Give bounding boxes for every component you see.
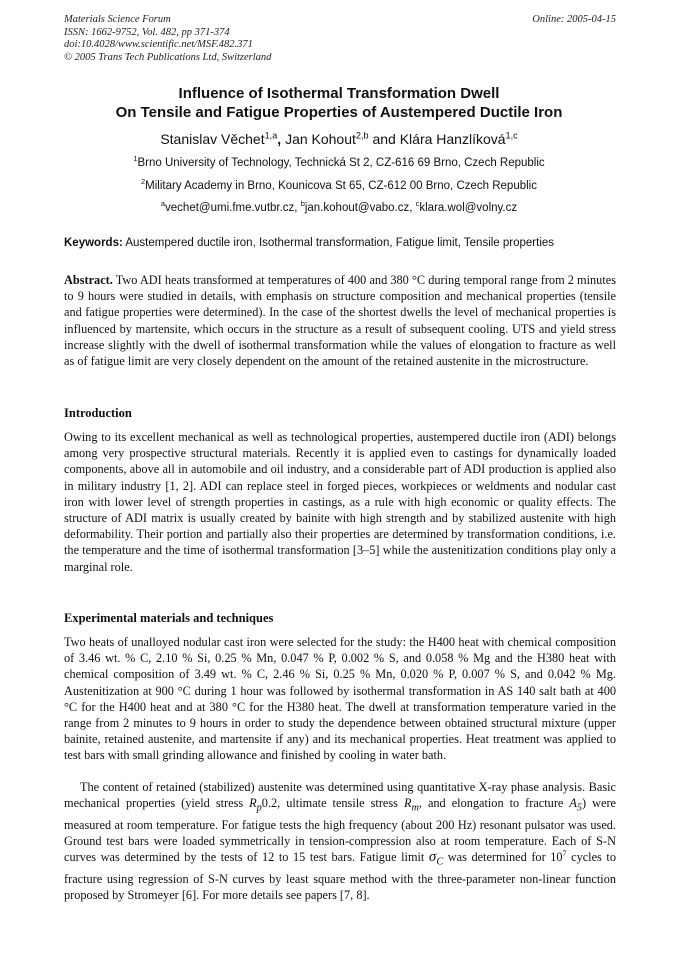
- p2-text-e: was determined for 10: [443, 850, 563, 865]
- p2-symbol-sigma: σ: [428, 849, 437, 866]
- affiliation-1-sup: 1: [133, 154, 138, 164]
- author-3: Klára Hanzlíková: [399, 131, 506, 147]
- journal-copyright: © 2005 Trans Tech Publications Ltd, Switzerland: [64, 51, 272, 63]
- author-list: [0, 130, 678, 148]
- affiliation-2-text: Military Academy in Brno, Kounicova St 65, CZ-612 00 Brno, Czech Republic: [145, 180, 537, 192]
- experimental-paragraph-2: [64, 779, 616, 903]
- author-sep-2: and: [368, 131, 400, 147]
- email-list: [0, 201, 678, 215]
- author-3-sup: 1,c: [505, 130, 518, 141]
- online-date: Online: 2005-04-15: [532, 14, 616, 25]
- experimental-heading: Experimental materials and techniques: [64, 611, 274, 625]
- author-1-sup: 1,a: [264, 130, 278, 141]
- keywords-label: Keywords:: [64, 237, 123, 249]
- p2-text-a: The content of retained (stabilized) austenite was determined using quantitative X-ray phase analysis. Basic mechanical properties (yield stress: [64, 780, 616, 811]
- abstract-label: Abstract.: [64, 273, 113, 287]
- abstract-text: Two ADI heats transformed at temperatures of 400 and 380 °C during temporal range from 2 minutes to 9 hours were studied in details, with emphasis on structure composition and mechanical properties (tensile and fatigue properties were determined). In the case of the shortest dwells the level of mechanical properties is influenced by martensite, which occurs in the structure as a result of subsequent cooling. UTS and yield stress increase slightly with the dwell of isothermal transformation while the values of elongation to fracture as well as of fatigue limit are very closely dependent on the amount of the retained austenite in the microstructure.: [64, 273, 616, 369]
- affiliation-2-sup: 2: [141, 177, 146, 187]
- experimental-paragraph-1: Two heats of unalloyed nodular cast iron were selected for the study: the H400 heat with chemical composition of 3.46 wt. % C, 2.10 % Si, 0.25 % Mn, 0.047 % P, 0.002 % S, and 0.058 % Mg and the H380 heat with chemical composition of 3.49 wt. % C, 2.46 % Si, 0.25 % Mn, 0.020 % P, 0.007 % S, and 0.042 % Mg. Austenitization at 900 °C during 1 hour was followed by isothermal transformation in AS 140 salt bath at 400 °C for the H400 heat and at 380 °C for the H380 heat. The dwell at transformation temperature varied in the range from 2 minutes to 9 hours in order to study the dependence between obtained structural mixture (upper bainite, retained austenite, and martensite if any) and its mechanical properties. Heat treatment was applied to test bars with small grinding allowance and finished by cooling in water bath.: [64, 635, 616, 763]
- email-c-sup: c: [415, 199, 420, 209]
- author-2-sup: 2,b: [355, 130, 369, 141]
- keywords: [64, 236, 616, 250]
- author-2: Jan Kohout: [285, 131, 356, 147]
- email-c: klara.wol@volny.cz: [419, 202, 518, 214]
- p2-text-f: cycles to fracture using regression of S-N curves by least square method with the three-parameter non-linear function proposed by Stromeyer [6]. For more details see papers [7, 8].: [64, 850, 616, 903]
- p2-symbol-rp-sub: p: [256, 802, 262, 814]
- email-b: jan.kohout@vabo.cz,: [304, 202, 416, 214]
- p2-symbol-a5: A: [569, 796, 577, 811]
- p2-exponent: 7: [562, 849, 567, 859]
- keywords-text: Austempered ductile iron, Isothermal transformation, Fatigue limit, Tensile properties: [122, 237, 555, 249]
- affiliation-1: [0, 156, 678, 170]
- p2-symbol-rp: R: [249, 796, 257, 811]
- paper-title: [0, 84, 678, 122]
- abstract: [64, 272, 616, 369]
- author-1: Stanislav Věchet: [160, 131, 265, 147]
- email-b-sup: b: [300, 199, 305, 209]
- title-line-1: Influence of Isothermal Transformation Dwell: [178, 85, 500, 102]
- affiliation-2: [0, 179, 678, 193]
- journal-name: Materials Science Forum: [64, 14, 171, 25]
- introduction-heading: Introduction: [64, 406, 132, 420]
- affiliation-1-text: Brno University of Technology, Technická St 2, CZ-616 69 Brno, Czech Republic: [137, 157, 545, 169]
- journal-doi: doi:10.4028/www.scientific.net/MSF.482.371: [64, 39, 253, 50]
- email-a-sup: a: [160, 199, 166, 209]
- email-a: vechet@umi.fme.vutbr.cz,: [165, 202, 301, 214]
- p2-symbol-rm-sub: m: [411, 802, 419, 814]
- p2-symbol-rm: R: [403, 796, 412, 811]
- p2-text-d: ) were measured at room temperature. For fatigue tests the high frequency (about 200 Hz) resonant pulsator was used. Ground test bars were loaded symmetrically in tension-compression also at room temperature. Each of S-N curves was determined by the tests of 12 to 15 test bars. Fatigue limit: [64, 796, 616, 865]
- introduction-text: Owing to its excellent mechanical as well as technological properties, austempered ductile iron (ADI) belongs among very prospective structural materials. Recently it is applied even to castings for dynamically loaded components, above all in automobile and oil industry, and a considerable part of ADI production is applied also in military industry [1, 2]. ADI can replace steel in forged pieces, workpieces or weldments and nodular cast iron with lower level of strength properties in castings, as a rule with high economic or quality effects. The structure of ADI matrix is usually created by bainite with high strength and by stabilized austenite with high deformability. Their portion and partially also their properties are determined by transformation conditions, i.e. the temperature and the time of isothermal transformation [3–5] while the austenitization conditions play only a marginal role.: [64, 430, 616, 574]
- journal-issn: ISSN: 1662-9752, Vol. 482, pp 371-374: [64, 26, 230, 38]
- title-line-2: On Tensile and Fatigue Properties of Austempered Ductile Iron: [115, 104, 563, 121]
- journal-header: [64, 14, 616, 64]
- p2-symbol-sigma-sub: C: [436, 856, 444, 868]
- p2-text-b: 0.2, ultimate tensile stress: [261, 796, 404, 811]
- p2-text-c: , and elongation to fracture: [418, 796, 570, 811]
- author-sep-1: ,: [277, 131, 286, 147]
- p2-symbol-a5-sub: 5: [576, 802, 583, 814]
